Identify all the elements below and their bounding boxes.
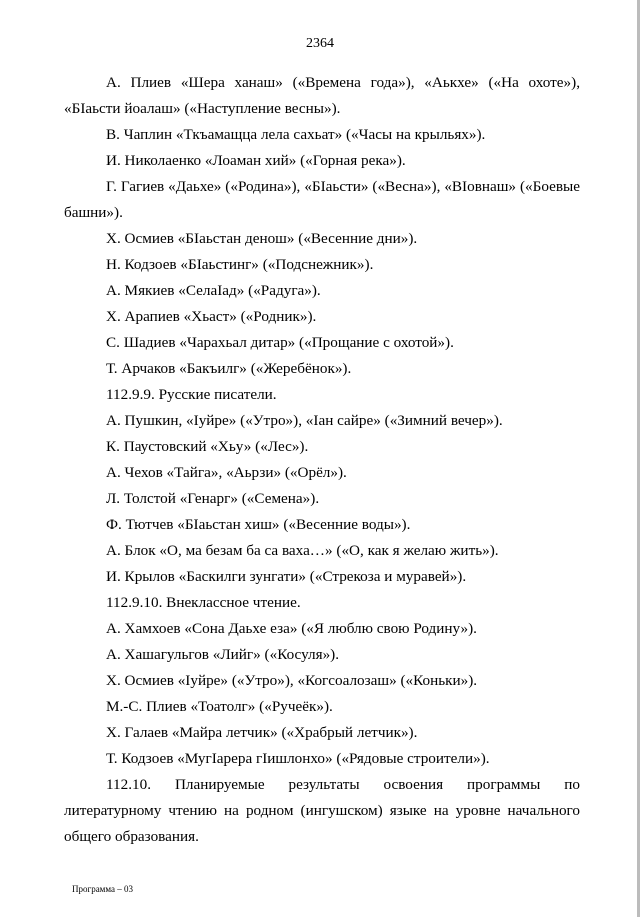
paragraph-kodzoev-2: Т. Кодзоев «МугIарера гIишлонхо» («Рядовые строители»). bbox=[106, 750, 490, 767]
section-heading-planned-results: 112.10. Планируемые результаты освоения программы по литературному чтению на родном (ингушском) языке на уровне начального общего образования. bbox=[64, 776, 580, 845]
page-footer: Программа – 03 bbox=[72, 884, 134, 894]
paragraph-kodzoev: Н. Кодзоев «БIаьстинг» («Подснежник»). bbox=[106, 256, 374, 273]
paragraph-myakiev: А. Мякиев «СелаIад» («Радуга»). bbox=[106, 282, 321, 299]
paragraph-paustovsky: К. Паустовский «Хьу» («Лес»). bbox=[106, 438, 309, 455]
paragraph-m-s-pliev: М.-С. Плиев «Тоатолг» («Ручеёк»). bbox=[106, 698, 333, 715]
paragraph-arapiev: Х. Арапиев «Хьаст» («Родник»). bbox=[106, 308, 317, 325]
paragraph-archakov: Т. Арчаков «Бакъилг» («Жеребёнок»). bbox=[106, 360, 352, 377]
paragraph-pliev: А. Плиев «Шера ханаш» («Времена года»), «Аькхе» («На охоте»), «БIаьсти йоалаш» («Наступление весны»). bbox=[64, 74, 580, 117]
paragraph-galaev: Х. Галаев «Майра летчик» («Храбрый летчик»). bbox=[106, 724, 418, 741]
paragraph-khamkhoev: А. Хамхоев «Сона Даьхе еза» («Я люблю свою Родину»). bbox=[106, 620, 477, 637]
paragraph-chekhov: А. Чехов «Тайга», «Аьрзи» («Орёл»). bbox=[106, 464, 347, 481]
paragraph-osmiev-2: Х. Осмиев «Iуйре» («Утро»), «Когсоалозаш» («Коньки»). bbox=[106, 672, 478, 689]
paragraph-gagiev: Г. Гагиев «Даьхе» («Родина»), «БIаьсти» («Весна»), «ВIовнаш» («Боевые башни»). bbox=[64, 178, 580, 221]
paragraph-khashagulgov: А. Хашагульгов «Лийг» («Косуля»). bbox=[106, 646, 340, 663]
document-body bbox=[64, 70, 580, 850]
section-heading-russian-writers: 112.9.9. Русские писатели. bbox=[106, 386, 277, 403]
paragraph-tolstoy: Л. Толстой «Генарг» («Семена»). bbox=[106, 490, 320, 507]
page-number: 2364 bbox=[306, 36, 334, 51]
paragraph-blok: А. Блок «О, ма безам ба са ваха…» («О, как я желаю жить»). bbox=[106, 542, 499, 559]
paragraph-shadiev: С. Шадиев «Чарахьал дитар» («Прощание с охотой»). bbox=[106, 334, 454, 351]
paragraph-pushkin: А. Пушкин, «Iуйре» («Утро»), «Iан сайре» («Зимний вечер»). bbox=[106, 412, 503, 429]
paragraph-krylov: И. Крылов «Баскилги зунгати» («Стрекоза и муравей»). bbox=[106, 568, 467, 585]
paragraph-osmiev: Х. Осмиев «БIаьстан денош» («Весенние дни»). bbox=[106, 230, 418, 247]
paragraph-tyutchev: Ф. Тютчев «БIаьстан хиш» («Весенние воды»). bbox=[106, 516, 411, 533]
section-heading-extracurricular: 112.9.10. Внеклассное чтение. bbox=[106, 594, 301, 611]
paragraph-nikolaenko: И. Николаенко «Лоаман хий» («Горная река»). bbox=[106, 152, 406, 169]
paragraph-chaplin: В. Чаплин «Ткъамащца лела сахьат» («Часы на крыльях»). bbox=[106, 126, 486, 143]
